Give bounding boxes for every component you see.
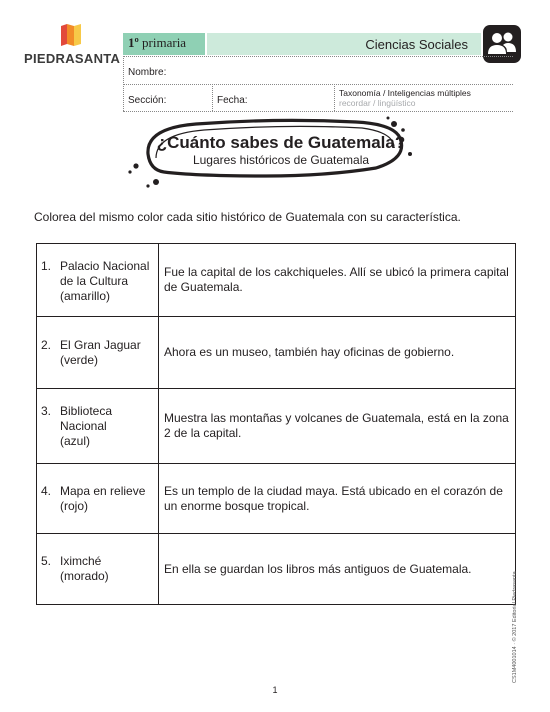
- table-row: [37, 389, 516, 464]
- description-cell[interactable]: [159, 389, 516, 464]
- page-title: ¿Cuánto sabes de Guatemala?: [156, 133, 406, 152]
- instruction-text: Colorea del mismo color cada sitio histórico de Guatemala con su característica.: [34, 210, 461, 224]
- place-cell[interactable]: [37, 317, 159, 389]
- table-row: [37, 317, 516, 389]
- description-cell[interactable]: [159, 464, 516, 534]
- table-row: [37, 244, 516, 317]
- description-cell[interactable]: [159, 534, 516, 605]
- place-description: Muestra las montañas y volcanes de Guatemala, está en la zona 2 de la capital.: [164, 411, 509, 440]
- table-row: [37, 464, 516, 534]
- place-cell[interactable]: [37, 464, 159, 534]
- place-name: Iximché (morado): [60, 554, 109, 583]
- place-name: Palacio Nacional de la Cultura (amarillo): [60, 258, 150, 303]
- seccion-field-label: Sección:: [128, 95, 167, 106]
- row-number: 2.: [41, 337, 52, 352]
- place-name: Mapa en relieve (rojo): [60, 483, 146, 513]
- page-subtitle: Lugares históricos de Guatemala: [192, 153, 370, 167]
- people-glyph-icon: [483, 25, 521, 63]
- page-number: 1: [272, 685, 278, 695]
- place-cell[interactable]: [37, 244, 159, 317]
- description-cell[interactable]: [159, 317, 516, 389]
- fecha-field-label: Fecha:: [217, 95, 248, 106]
- book-logo-icon: [58, 22, 84, 48]
- place-cell[interactable]: [37, 534, 159, 605]
- row-number: 1.: [41, 258, 52, 273]
- matching-table: [36, 243, 516, 605]
- subject-title: Ciencias Sociales: [365, 37, 468, 52]
- nombre-field-label: Nombre:: [128, 67, 167, 78]
- row-number: 3.: [41, 403, 52, 418]
- form-divider: [212, 84, 213, 111]
- place-description: En ella se guardan los libros más antiguos de Guatemala.: [164, 561, 472, 576]
- row-number: 5.: [41, 554, 52, 568]
- row-number: 4.: [41, 483, 52, 498]
- grade-level: primaria: [142, 35, 187, 50]
- brand-name: PIEDRASANTA: [24, 51, 121, 66]
- place-cell[interactable]: [37, 389, 159, 464]
- people-icon: [483, 25, 521, 63]
- grade-number: 1º: [128, 35, 139, 50]
- copyright-code: CS1M4001014 · © 2017 Editorial Piedrasanta: [512, 571, 518, 683]
- place-description: Ahora es un museo, también hay oficinas de gobierno.: [164, 345, 455, 359]
- place-name: Biblioteca Nacional (azul): [60, 403, 113, 448]
- place-name: El Gran Jaguar (verde): [60, 337, 141, 367]
- place-description: Fue la capital de los cakchiqueles. Allí se ubicó la primera capital de Guatemala.: [164, 265, 509, 294]
- form-divider: [334, 84, 335, 111]
- taxonomy-label: Taxonomía / Inteligencias múltiples: [339, 88, 471, 98]
- description-cell[interactable]: [159, 244, 516, 317]
- place-description: Es un templo de la ciudad maya. Está ubicado en el corazón de un enorme bosque tropical.: [164, 483, 503, 513]
- form-line: [123, 56, 513, 57]
- grade-label: [128, 35, 186, 51]
- taxonomy-detail: recordar / lingüístico: [339, 98, 416, 108]
- table-row: [37, 534, 516, 605]
- form-line: [123, 84, 513, 85]
- form-line: [123, 111, 513, 112]
